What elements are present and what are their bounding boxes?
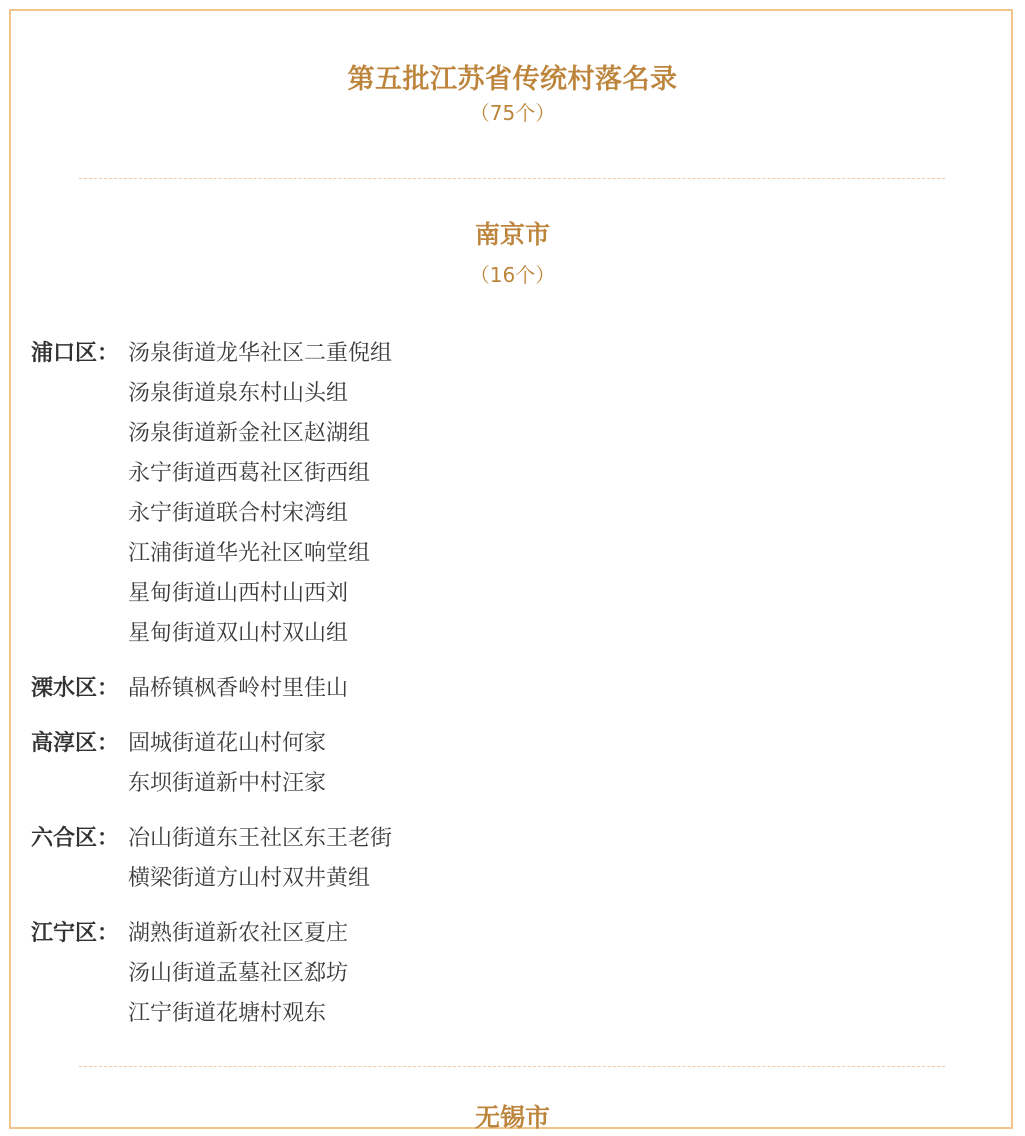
document-total-count: （75个） xyxy=(469,101,556,125)
village-item: 汤泉街道泉东村山头组 xyxy=(128,381,349,406)
village-item: 汤泉街道新金社区赵湖组 xyxy=(128,421,371,446)
district-lishui xyxy=(31,669,991,709)
village-item: 东坝街道新中村汪家 xyxy=(128,771,327,796)
village-list xyxy=(128,819,392,899)
district-liuhe xyxy=(31,819,991,899)
district-label: 江宁区： xyxy=(31,921,120,946)
village-item: 汤山街道孟墓社区郄坊 xyxy=(128,961,349,986)
document-title: 第五批江苏省传统村落名录 xyxy=(347,64,678,95)
district-label: 六合区： xyxy=(31,826,120,851)
village-item: 湖熟街道新农社区夏庄 xyxy=(128,921,349,946)
section-divider xyxy=(79,1066,945,1067)
village-item: 固城街道花山村何家 xyxy=(128,731,327,756)
city-count-nanjing: （16个） xyxy=(469,263,556,287)
village-list xyxy=(128,914,348,1034)
village-item: 横梁街道方山村双井黄组 xyxy=(128,866,371,891)
village-item: 江宁街道花塘村观东 xyxy=(128,1001,327,1026)
village-item: 星甸街道山西村山西刘 xyxy=(128,581,349,606)
village-item: 汤泉街道龙华社区二重倪组 xyxy=(128,341,393,366)
district-label: 高淳区： xyxy=(31,731,120,756)
city-title-next: 无锡市 xyxy=(474,1103,550,1132)
village-item: 永宁街道西葛社区街西组 xyxy=(128,461,371,486)
village-item: 星甸街道双山村双山组 xyxy=(128,621,349,646)
village-list xyxy=(128,334,392,654)
village-item: 江浦街道华光社区响堂组 xyxy=(128,541,371,566)
village-item: 永宁街道联合村宋湾组 xyxy=(128,501,349,526)
district-pukou xyxy=(31,334,991,654)
district-jiangning xyxy=(31,914,991,1034)
section-divider xyxy=(79,178,945,179)
village-list xyxy=(128,669,348,709)
district-label: 浦口区： xyxy=(31,341,120,366)
district-label: 溧水区： xyxy=(31,676,120,701)
district-gaochun xyxy=(31,724,991,804)
city-title-nanjing: 南京市 xyxy=(474,220,550,249)
village-item: 冶山街道东王社区东王老街 xyxy=(128,826,393,851)
village-item: 晶桥镇枫香岭村里佳山 xyxy=(128,676,349,701)
village-list xyxy=(128,724,326,804)
